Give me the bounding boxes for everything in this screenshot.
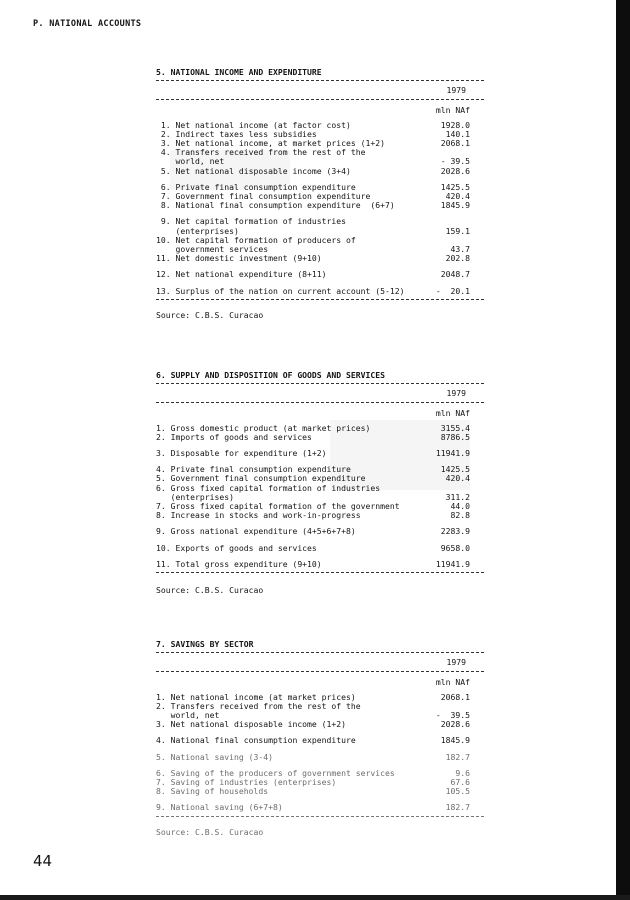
column-unit: mln NAf bbox=[435, 408, 470, 419]
column-year: 1979 bbox=[446, 388, 466, 399]
table-row: 5. Government final consumption expenditure 420.4 bbox=[156, 473, 470, 484]
table-row: 4. Private final consumption expenditure 1425.5 bbox=[156, 464, 470, 475]
table-row: 6. Gross fixed capital formation of industries (enterprises) 311.2 bbox=[156, 482, 470, 502]
column-unit: mln NAf bbox=[435, 677, 470, 688]
table-row: 4. Transfers received from the rest of the world, net - 39.5 bbox=[160, 147, 470, 167]
divider bbox=[156, 99, 484, 100]
table-row: 10. Exports of goods and services 9658.0 bbox=[156, 542, 470, 553]
table-national-income bbox=[156, 68, 484, 300]
table-row: 13. Surplus of the nation on current account (5-12) - 20.1 bbox=[156, 285, 470, 296]
divider bbox=[156, 816, 484, 817]
table-title: 5. NATIONAL INCOME AND EXPENDITURE bbox=[156, 67, 322, 77]
divider bbox=[156, 299, 484, 300]
page-edge-shadow bbox=[616, 0, 630, 900]
table-row: 4. National final consumption expenditure 1845.9 bbox=[156, 735, 470, 746]
table-row: 7. Gross fixed capital formation of the government 44.0 bbox=[156, 501, 470, 512]
table-row: 11. Net domestic investment (9+10) 202.8 bbox=[156, 253, 470, 264]
divider bbox=[156, 671, 484, 672]
page-number: 44 bbox=[33, 852, 53, 870]
table-supply-disposition bbox=[156, 371, 484, 573]
table-row: 1. Net national income (at market prices) 2068.1 bbox=[156, 691, 470, 702]
table-row: 7. Government final consumption expenditure 420.4 bbox=[156, 191, 470, 202]
divider bbox=[156, 572, 484, 573]
table-row: 8. Increase in stocks and work-in-progress 82.8 bbox=[156, 510, 470, 521]
table-row: 5. National saving (3-4) 182.7 bbox=[156, 751, 470, 762]
source-note: Source: C.B.S. Curacao bbox=[156, 310, 264, 320]
table-row: 2. Indirect taxes less subsidies 140.1 bbox=[156, 128, 470, 139]
table-row: 8. National final consumption expenditure (6+7) 1845.9 bbox=[156, 200, 470, 211]
column-year: 1979 bbox=[446, 657, 466, 668]
table-row: 12. Net national expenditure (8+11) 2048.7 bbox=[156, 269, 470, 280]
page-header: P. NATIONAL ACCOUNTS bbox=[33, 19, 142, 29]
table-row: 1. Net national income (at factor cost) 1928.0 bbox=[156, 119, 470, 130]
table-row: 11. Total gross expenditure (9+10) 11941.9 bbox=[156, 558, 470, 569]
table-row: 3. Net national disposable income (1+2) 2028.6 bbox=[156, 719, 470, 730]
divider bbox=[156, 402, 484, 403]
table-savings-by-sector bbox=[156, 640, 484, 817]
column-year: 1979 bbox=[446, 85, 466, 96]
table-row: 7. Saving of industries (enterprises) 67.6 bbox=[156, 777, 470, 788]
table-row: 8. Saving of households 105.5 bbox=[156, 786, 470, 797]
table-row: 6. Private final consumption expenditure 1425.5 bbox=[156, 181, 470, 192]
source-note: Source: C.B.S. Curacao bbox=[156, 827, 264, 837]
column-unit: mln NAf bbox=[435, 105, 470, 116]
divider bbox=[156, 80, 484, 81]
divider bbox=[156, 652, 484, 653]
divider bbox=[156, 383, 484, 384]
table-row: 9. Gross national expenditure (4+5+6+7+8) 2283.9 bbox=[156, 526, 470, 537]
table-row: 9. National saving (6+7+8) 182.7 bbox=[156, 802, 470, 813]
table-row: 1. Gross domestic product (at market prices) 3155.4 bbox=[156, 422, 470, 433]
table-title: 6. SUPPLY AND DISPOSITION OF GOODS AND SERVICES bbox=[156, 370, 386, 380]
table-title: 7. SAVINGS BY SECTOR bbox=[156, 639, 254, 649]
table-row: 10. Net capital formation of producers of government services 43.7 bbox=[156, 234, 470, 255]
table-row: 3. Disposable for expenditure (1+2) 11941.9 bbox=[156, 448, 470, 459]
table-row: 6. Saving of the producers of government services 9.6 bbox=[156, 767, 470, 778]
table-row: 9. Net capital formation of industries (enterprises) 159.1 bbox=[160, 216, 470, 236]
table-row: 3. Net national income, at market prices (1+2) 2068.1 bbox=[156, 138, 470, 149]
page-bottom-shadow bbox=[0, 895, 630, 900]
source-note: Source: C.B.S. Curacao bbox=[156, 585, 264, 595]
table-row: 2. Transfers received from the rest of the world, net - 39.5 bbox=[156, 700, 470, 721]
table-row: 5. Net national disposable income (3+4) 2028.6 bbox=[156, 165, 470, 176]
table-row: 2. Imports of goods and services 8786.5 bbox=[156, 431, 470, 442]
